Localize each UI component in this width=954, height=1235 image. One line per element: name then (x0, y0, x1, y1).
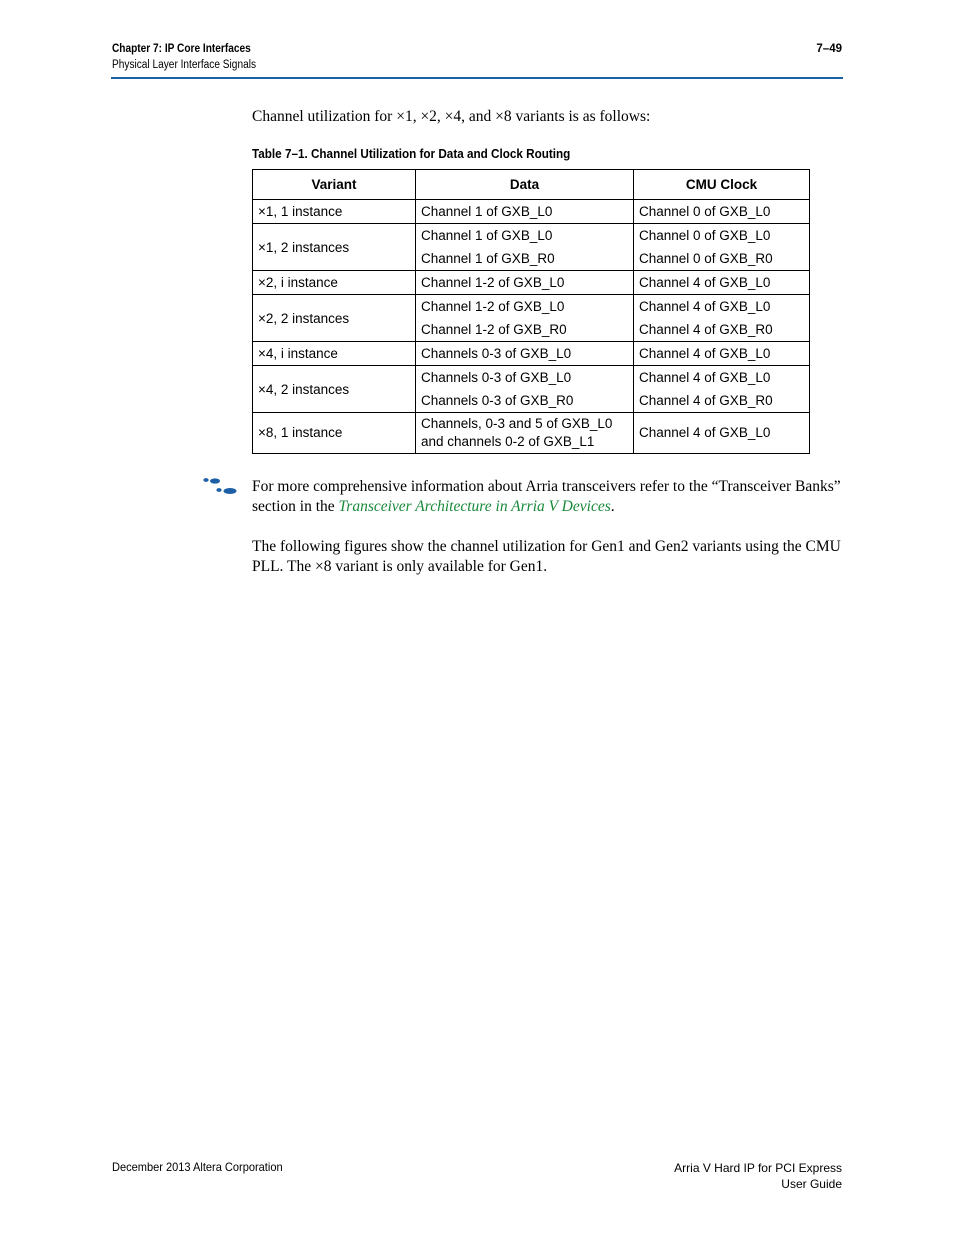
data-cell: Channels 0-3 of GXB_L0 (416, 366, 634, 390)
table-header-row (253, 170, 810, 200)
data-cell: Channels 0-3 of GXB_R0 (416, 389, 634, 413)
data-cell-line: Channels, 0-3 and 5 of GXB_L0 (421, 416, 613, 431)
footer-date-company: December 2013 Altera Corporation (112, 1160, 283, 1174)
table-row (253, 295, 810, 319)
data-cell (416, 413, 634, 454)
header-variant: Variant (253, 170, 416, 200)
body-paragraph: The following figures show the channel utilization for Gen1 and Gen2 variants using the CMU PLL. The ×8 variant is only available for Gen1. (252, 538, 841, 575)
data-cell: Channel 1-2 of GXB_L0 (416, 271, 634, 295)
data-cell: Channels 0-3 of GXB_L0 (416, 342, 634, 366)
header-cmu-clock: CMU Clock (634, 170, 810, 200)
section-title: Physical Layer Interface Signals (112, 59, 257, 71)
footer-doc-title: Arria V Hard IP for PCI Express (674, 1161, 842, 1175)
note-text-before: For more comprehensive information about Arria transceivers refer to the “Transceiver Banks” section in the (252, 478, 841, 515)
cmu-cell: Channel 0 of GXB_R0 (634, 247, 810, 271)
variant-cell: ×4, i instance (253, 342, 416, 366)
channel-utilization-table (252, 169, 810, 454)
table-row (253, 366, 810, 390)
data-cell: Channel 1 of GXB_L0 (416, 224, 634, 248)
cmu-cell: Channel 4 of GXB_L0 (634, 413, 810, 454)
cmu-cell: Channel 4 of GXB_L0 (634, 366, 810, 390)
header-rule (111, 77, 843, 79)
chapter-title: Chapter 7: IP Core Interfaces (112, 43, 251, 55)
variant-cell: ×1, 2 instances (253, 224, 416, 271)
variant-cell: ×1, 1 instance (253, 200, 416, 224)
table-row (253, 200, 810, 224)
cmu-cell: Channel 4 of GXB_L0 (634, 271, 810, 295)
header-data: Data (416, 170, 634, 200)
footer-doc-subtitle: User Guide (781, 1177, 842, 1191)
footsteps-icon (202, 477, 242, 497)
cmu-cell: Channel 0 of GXB_L0 (634, 224, 810, 248)
variant-cell: ×2, i instance (253, 271, 416, 295)
table-row (253, 413, 810, 454)
data-cell: Channel 1-2 of GXB_L0 (416, 295, 634, 319)
cmu-cell: Channel 4 of GXB_L0 (634, 342, 810, 366)
data-cell: Channel 1 of GXB_L0 (416, 200, 634, 224)
table-row (253, 271, 810, 295)
intro-text: Channel utilization for ×1, ×2, ×4, and ×8 variants is as follows: (252, 108, 651, 125)
cmu-cell: Channel 4 of GXB_R0 (634, 318, 810, 342)
table-caption: Table 7–1. Channel Utilization for Data and Clock Routing (252, 146, 571, 161)
page-number: 7–49 (816, 43, 842, 55)
variant-cell: ×8, 1 instance (253, 413, 416, 454)
data-cell: Channel 1 of GXB_R0 (416, 247, 634, 271)
footer-document-title (674, 1160, 842, 1192)
variant-cell: ×4, 2 instances (253, 366, 416, 413)
data-cell-line: and channels 0-2 of GXB_L1 (421, 434, 595, 449)
note-text-after: . (610, 498, 615, 515)
cmu-cell: Channel 4 of GXB_R0 (634, 389, 810, 413)
transceiver-architecture-link[interactable]: Transceiver Architecture in Arria V Devices (338, 498, 611, 515)
data-cell: Channel 1-2 of GXB_R0 (416, 318, 634, 342)
table-row (253, 342, 810, 366)
note-text (252, 477, 842, 517)
cmu-cell: Channel 0 of GXB_L0 (634, 200, 810, 224)
variant-cell: ×2, 2 instances (253, 295, 416, 342)
cmu-cell: Channel 4 of GXB_L0 (634, 295, 810, 319)
table-row (253, 224, 810, 248)
